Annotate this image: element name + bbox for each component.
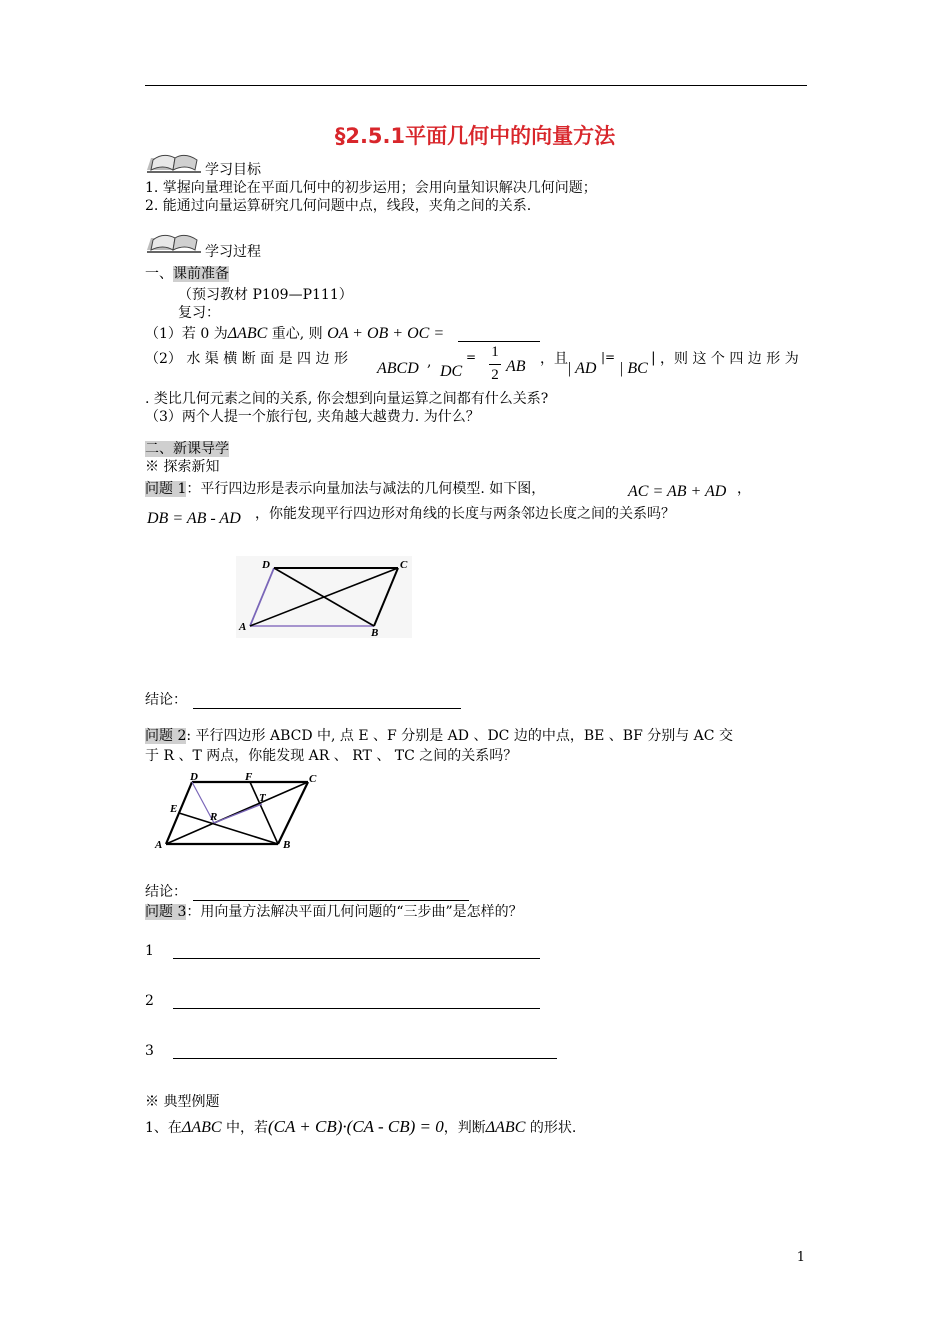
question-2-prefix: （2） 水 渠 横 断 面 是 四 边 形 [145,351,348,367]
ex1-expression: (CA + CB)·(CA - CB) = 0 [267,1117,444,1136]
conclusion-blank-2 [193,900,469,901]
label-t: T [259,792,266,804]
p1-expression-1: AC = AB + AD [628,483,727,500]
p1-expression-2: DB = AB - AD [147,510,241,527]
q1-prefix: （1）若 0 为 [145,326,228,342]
process-heading: 学习过程 [205,244,261,260]
ex1-end: 的形状. [525,1120,577,1136]
ex1-triangle-2: ΔABC [485,1119,526,1136]
q2-tail: ，则 这 个 四 边 形 为 [660,351,799,367]
top-rule [145,85,807,86]
ex1-tail: ，判断 [443,1120,486,1136]
question-1 [145,324,444,343]
q2-abcd: ABCD [377,360,419,377]
ex1-mid: 中，若 [221,1120,268,1136]
problem-3-label: 问题 3 [145,904,187,920]
p1-text-2: ，你能发现平行四边形对角线的长度与两条邻边长度之间的关系吗？ [255,506,675,522]
problem-2-line-2: 于 R 、T 两点，你能发现 AR 、 RT 、 TC 之间的关系吗？ [145,748,518,764]
conclusion-blank-1 [193,708,461,709]
parallelogram-figure-1 [236,556,412,638]
question-3: （3）两个人提一个旅行包, 夹角越大越费力. 为什么？ [145,409,480,425]
fraction-numerator: 1 [491,344,499,360]
q1-mid: 重心, 则 [267,326,328,342]
goals-heading: 学习目标 [205,162,261,178]
p1-comma: ， [737,481,751,497]
step-3-blank [173,1058,557,1059]
q2-ad: | AD [567,360,597,377]
problem-2-line-1 [145,728,733,745]
label-f: F [245,771,253,783]
problem-1-text: ：平行四边形是表示向量加法与减法的几何模型. 如下图， [186,481,546,497]
book-icon [145,150,203,174]
conclusion-label-2: 结论： [145,884,187,900]
conclusion-label-1: 结论： [145,692,187,708]
label-r: R [210,811,218,823]
part1-prefix: 一、 [145,266,173,282]
problem-1-label: 问题 1 [145,481,187,497]
problem-2-text: : 平行四边形 ABCD 中, 点 E 、F 分别是 AD 、DC 边的中点，BE 、BF 分别与 AC 交 [186,728,733,744]
label-c: C [400,559,408,571]
examples-heading: ※ 典型例题 [145,1094,220,1110]
step-3-number: 3 [145,1043,154,1059]
part2-heading [145,441,229,458]
q2-bc: | BC [619,360,648,377]
ex1-prefix: 1、在 [145,1120,182,1136]
book-icon [145,230,203,254]
q2-comma: , [427,354,432,370]
q2-and: ，且 [540,351,568,367]
step-1-blank [173,958,540,959]
q1-expression: OA + OB + OC = [327,325,445,342]
label-b: B [283,839,291,851]
problem-3 [145,904,523,921]
parallelogram-figure-2 [152,768,324,854]
part1-heading [145,266,229,283]
preview-note: （预习教材 P109—P111） [178,287,353,303]
question-2-line-2: . 类比几何元素之间的关系, 你会想到向量运算之间都有什么关系? [145,391,549,407]
page-number: 1 [796,1250,805,1265]
q2-equals-2: |= [601,350,616,364]
answer-blank [458,341,540,342]
goal-item-1: 1. 掌握向量理论在平面几何中的初步运用；会用向量知识解决几何问题； [145,180,597,196]
label-d: D [262,559,270,571]
label-a: A [155,839,163,851]
label-c: C [309,773,317,785]
label-b: B [371,627,379,638]
example-1 [145,1117,576,1137]
q2-bar: | [651,350,656,366]
problem-2-label: 问题 2 [145,728,187,744]
fraction-denominator: 2 [491,367,499,383]
review-label: 复习： [178,305,220,321]
part1-label: 课前准备 [173,266,229,282]
q2-ab: AB [506,358,526,375]
q1-triangle: ΔABC [227,325,268,342]
page-title: §2.5.1平面几何中的向量方法 [334,124,616,148]
step-2-blank [173,1008,540,1009]
label-a: A [239,621,247,633]
q2-equals: = [466,350,477,364]
ex1-triangle: ΔABC [181,1119,222,1136]
part2-prefix: 二、 [145,441,173,457]
q2-dc: DC [440,363,463,380]
label-d: D [190,771,198,783]
step-1-number: 1 [145,943,154,959]
explore-heading: ※ 探索新知 [145,459,220,475]
part2-label: 新课导学 [173,441,229,457]
problem-3-text: ：用向量方法解决平面几何问题的“三步曲”是怎样的？ [186,904,523,920]
fraction-bar [489,364,501,365]
problem-1 [145,481,545,498]
label-e: E [170,803,178,815]
goal-item-2: 2. 能通过向量运算研究几何问题中点，线段，夹角之间的关系. [145,198,532,214]
step-2-number: 2 [145,993,154,1009]
